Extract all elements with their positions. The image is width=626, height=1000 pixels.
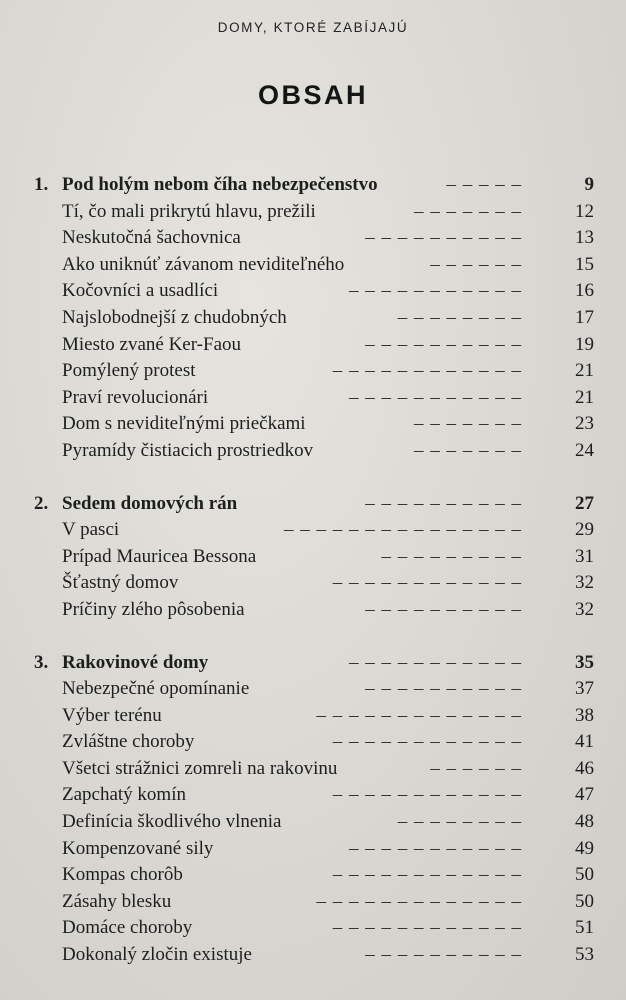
toc-entry <box>0 889 626 916</box>
dash-leader: – – – – – – – – – – – – <box>332 360 522 382</box>
page-number: 31 <box>575 545 594 567</box>
table-of-contents <box>0 172 626 995</box>
entry-title: Všetci strážnici zomreli na rakovinu <box>62 757 338 779</box>
entry-title: Zvláštne choroby <box>62 731 195 753</box>
entry-title: Nebezpečné opomínanie <box>62 678 250 700</box>
entry-title: V pasci <box>62 519 120 541</box>
chapter-number: 3. <box>34 651 49 673</box>
toc-entry <box>0 729 626 756</box>
dash-leader: – – – – – – <box>430 253 522 275</box>
toc-entry <box>0 332 626 359</box>
entry-title: Výber terénu <box>62 704 162 726</box>
toc-entry <box>0 438 626 465</box>
dash-leader: – – – – – – – – – – – – – <box>316 704 522 726</box>
page-number: 32 <box>575 598 594 620</box>
entry-title: Prípad Mauricea Bessona <box>62 545 257 567</box>
page-number: 41 <box>575 731 594 753</box>
page-number: 23 <box>575 413 594 435</box>
page-number: 53 <box>575 944 594 966</box>
chapter-title: Pod holým nebom číha nebezpečenstvo <box>62 174 378 195</box>
dash-leader: – – – – – – – – – – <box>365 492 522 514</box>
toc-entry <box>0 862 626 889</box>
entry-title: Ako uniknúť závanom neviditeľného <box>62 253 345 275</box>
entry-title: Dom s neviditeľnými priečkami <box>62 413 306 435</box>
chapter-row <box>0 650 626 677</box>
chapter-title: Sedem domových rán <box>62 492 238 514</box>
dash-leader: – – – – – – – – – – <box>365 227 522 249</box>
toc-entry <box>0 358 626 385</box>
dash-leader: – – – – – – – <box>414 439 522 461</box>
toc-entry <box>0 782 626 809</box>
dash-leader: – – – – – – – – – – – <box>349 837 522 859</box>
dash-leader: – – – – – – – – <box>397 306 522 328</box>
page-number: 21 <box>575 386 594 408</box>
page-number: 50 <box>575 864 594 886</box>
page-number: 46 <box>575 757 594 779</box>
dash-leader: – – – – – – – – – – – – – <box>316 890 522 912</box>
toc-entry <box>0 676 626 703</box>
page-number: 32 <box>575 572 594 594</box>
dash-leader: – – – – – – – – – – – <box>349 651 522 673</box>
toc-entry <box>0 836 626 863</box>
toc-entry <box>0 570 626 597</box>
dash-leader: – – – – – – – – – – – – <box>332 731 522 753</box>
page-number: 29 <box>575 519 594 541</box>
entry-title: Kočovníci a usadlíci <box>62 280 219 302</box>
page-number: 21 <box>575 360 594 382</box>
dash-leader: – – – – – – – – – – – – <box>332 917 522 939</box>
page-number: 47 <box>575 784 594 806</box>
entry-title: Definícia škodlivého vlnenia <box>62 811 282 833</box>
toc-entry <box>0 942 626 969</box>
entry-title: Miesto zvané Ker-Faou <box>62 333 242 355</box>
toc-entry <box>0 199 626 226</box>
toc-entry <box>0 703 626 730</box>
entry-title: Pomýlený protest <box>62 360 196 382</box>
entry-title: Praví revolucionári <box>62 386 209 408</box>
toc-entry <box>0 385 626 412</box>
dash-leader: – – – – – – – – – – <box>365 944 522 966</box>
page-number: 19 <box>575 333 594 355</box>
dash-leader: – – – – – – – – – – – <box>349 280 522 302</box>
entry-title: Príčiny zlého pôsobenia <box>62 598 245 620</box>
toc-entry <box>0 305 626 332</box>
entry-title: Šťastný domov <box>62 572 179 594</box>
page-number: 37 <box>575 678 594 700</box>
entry-title: Dokonalý zločin existuje <box>62 944 252 966</box>
page-number: 13 <box>575 227 594 249</box>
page-number: 15 <box>575 253 594 275</box>
dash-leader: – – – – – – – – – – – – <box>332 572 522 594</box>
entry-title: Najslobodnejší z chudobných <box>62 306 287 328</box>
dash-leader: – – – – – – – – – – – <box>349 386 522 408</box>
chapter-row <box>0 172 626 199</box>
page-title: OBSAH <box>257 80 368 110</box>
page-number: 17 <box>575 306 594 328</box>
toc-entry <box>0 278 626 305</box>
page-number: 12 <box>575 200 594 222</box>
dash-leader: – – – – – – – <box>414 200 522 222</box>
toc-entry <box>0 915 626 942</box>
page-number: 48 <box>575 811 594 833</box>
chapter-title: Rakovinové domy <box>62 651 209 673</box>
running-head: DOMY, KTORÉ ZABÍJAJÚ <box>217 20 409 35</box>
toc-entry <box>0 756 626 783</box>
chapter-number: 2. <box>34 492 49 514</box>
toc-entry <box>0 252 626 279</box>
dash-leader: – – – – – – <box>430 757 522 779</box>
dash-leader: – – – – – – – – – – – – <box>332 864 522 886</box>
page-number: 50 <box>575 890 594 912</box>
chapter-row <box>0 491 626 518</box>
entry-title: Kompenzované sily <box>62 837 214 859</box>
toc-entry <box>0 411 626 438</box>
dash-leader: – – – – – – – – – <box>381 545 522 567</box>
page-number: 49 <box>575 837 594 859</box>
entry-title: Domáce choroby <box>62 917 193 939</box>
entry-title: Pyramídy čistiacich prostriedkov <box>62 439 314 461</box>
entry-title: Zapchatý komín <box>62 784 186 806</box>
dash-leader: – – – – – <box>446 174 522 195</box>
dash-leader: – – – – – – – – – – – – – – – <box>284 519 522 541</box>
dash-leader: – – – – – – – – – – – – <box>332 784 522 806</box>
page-number: 27 <box>575 492 594 514</box>
page-number: 24 <box>575 439 594 461</box>
page-number: 35 <box>575 651 594 673</box>
toc-section <box>0 172 626 465</box>
page-number: 9 <box>584 174 594 195</box>
dash-leader: – – – – – – – <box>414 413 522 435</box>
toc-entry <box>0 544 626 571</box>
page-number: 38 <box>575 704 594 726</box>
dash-leader: – – – – – – – – – – <box>365 598 522 620</box>
toc-section <box>0 650 626 969</box>
page-number: 51 <box>575 917 594 939</box>
dash-leader: – – – – – – – – – – <box>365 678 522 700</box>
entry-title: Zásahy blesku <box>62 890 172 912</box>
toc-entry <box>0 597 626 624</box>
dash-leader: – – – – – – – – <box>397 811 522 833</box>
entry-title: Neskutočná šachovnica <box>62 227 241 249</box>
chapter-number: 1. <box>34 174 49 195</box>
entry-title: Kompas chorôb <box>62 864 183 886</box>
toc-entry <box>0 809 626 836</box>
toc-section <box>0 491 626 624</box>
page-number: 16 <box>575 280 594 302</box>
toc-entry <box>0 225 626 252</box>
toc-entry <box>0 517 626 544</box>
dash-leader: – – – – – – – – – – <box>365 333 522 355</box>
entry-title: Tí, čo mali prikrytú hlavu, prežili <box>62 200 316 222</box>
